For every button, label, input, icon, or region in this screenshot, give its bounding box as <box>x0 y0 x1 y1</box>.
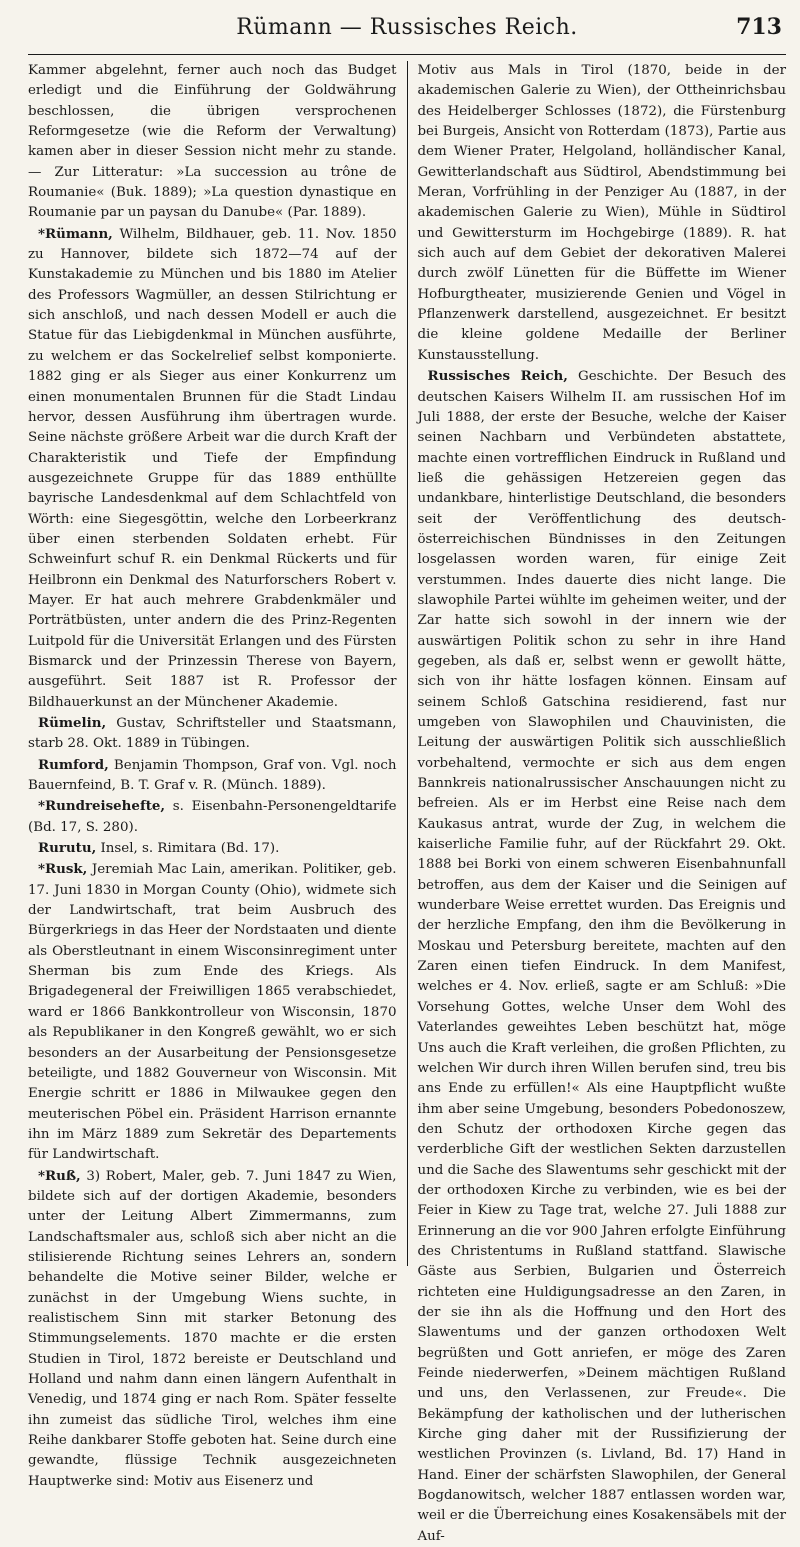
lexicon-entry <box>28 838 397 859</box>
lexicon-entry <box>28 796 397 838</box>
entry-text: Gustav, Schriftsteller und Staatsmann, starb 28. Okt. 1889 in Tübingen. <box>28 716 397 752</box>
entry-headword: *Rusk, <box>38 861 88 878</box>
entry-headword: Russisches Reich, <box>427 368 568 385</box>
continued-text <box>28 61 397 224</box>
right-column <box>417 61 786 1544</box>
entry-text: Wilhelm, Bildhauer, geb. 11. Nov. 1850 zu Hannover, bildete sich 1872—74 auf der Kunstakademie zu München und bis 1880 im Atelier des Professors Wagmüller, an dessen Stilrichtung er sich anschloß, und nach dessen Modell er auch die Statue für das Liebigdenkmal in München ausführte, zu welchem er das Sockelrelief selbst komponierte. 1882 ging er als Sieger aus einer Konkurrenz um einen monumentalen Brunnen für die Stadt Lindau hervor, dessen Ausführung ihm übertragen wurde. Seine nächste größere Arbeit war die durch Kraft der Charakteristik und Tiefe der Empfindung ausgezeichnete Gruppe für das 1889 enthüllte bayrische Landesdenkmal auf dem Schlachtfeld von Wörth: eine Siegesgöttin, welche den Lorbeerkranz über einen sterbenden Soldaten erhebt. Für Schweinfurt schuf R. ein Denkmal Rückerts und für Heilbronn ein Denkmal des Naturforschers Robert v. Mayer. Er hat auch mehrere Grabdenkmäler und Porträtbüsten, unter andern die des Prinz-Regenten Luitpold für die Universität Erlangen und des Fürsten Bismarck und der Prinzessin Therese von Bayern, ausgeführt. Seit 1887 ist R. Professor der Bildhauerkunst an der Münchener Akademie. <box>28 226 397 710</box>
entry-text: 3) Robert, Maler, geb. 7. Juni 1847 zu Wien, bildete sich auf der dortigen Akademie, besonders unter der Leitung Albert Zimmermanns, zum Landschaftsmaler aus, schloß sich aber nicht an die stilisierende Richtung seines Lehrers an, sondern behandelte die Motive seiner Bilder, welche er zunächst in der Umgebung Wiens suchte, in realistischem Sinn mit starker Betonung des Stimmungselements. 1870 machte er die ersten Studien in Tirol, 1872 bereiste er Deutschland und Holland und nahm dann einen längern Aufenthalt in Venedig, und 1874 ging er nach Rom. Später fesselte ihn zumeist das südliche Tirol, welches ihm eine Reihe dankbarer Stoffe geboten hat. Seine durch eine gewandte, flüssige Technik ausgezeichneten Hauptwerke sind: Motiv aus Eisenerz und <box>28 1168 397 1489</box>
page-number: 713 <box>736 14 782 40</box>
entry-headword: *Rundreisehefte, <box>38 798 166 815</box>
lexicon-entry <box>28 713 397 755</box>
entry-headword: *Rümann, <box>38 225 113 242</box>
page-header <box>28 0 786 55</box>
column-divider <box>407 61 408 1266</box>
entry-text: Insel, s. Rimitara (Bd. 17). <box>96 841 280 857</box>
entry-text: Jeremiah Mac Lain, amerikan. Politiker, geb. 17. Juni 1830 in Morgan County (Ohio), widmete sich der Landwirtschaft, trat beim Ausbruch des Bürgerkriegs in das Heer der Nordstaaten und diente als Oberstleutnant in einem Wisconsinregiment unter Sherman bis zum Ende des Kriegs. Als Brigadegeneral der Freiwilligen 1865 verabschiedet, ward er 1866 Bankkontrolleur von Wisconsin, 1870 als Republikaner in den Kongreß gewählt, wo er sich besonders an der Ausarbeitung der Pensionsgesetze beteiligte, und 1882 Gouverneur von Wisconsin. Mit Energie schritt er 1886 in Milwaukee gegen den meuterischen Pöbel ein. Präsident Harrison ernannte ihn im März 1889 zum Sekretär des Departements für Landwirtschaft. <box>28 862 397 1163</box>
left-column <box>28 61 397 1489</box>
entry-headword: Rumford, <box>38 756 109 773</box>
entry-text: Motiv aus Mals in Tirol (1870, beide in der akademischen Galerie zu Wien), der Ottheinrichsbau des Heidelberger Schlosses (1872), die Fürstenburg bei Burgeis, Ansicht von Rotterdam (1873), Partie aus dem Wiener Prater, Helgoland, holländischer Kanal, Gewitterlandschaft aus Südtirol, Abendstimmung bei Meran, Vorfrühling in der Penziger Au (1887, in der akademischen Galerie zu Wien), Mühle in Südtirol und Gewittersturm im Hochgebirge (1889). R. hat sich auch auf dem Gebiet der dekorativen Malerei durch zwölf Lünetten für die Büffette im Wiener Hofburgtheater, musizierende Genien und Vögel in Pflanzenwerk darstellend, ausgezeichnet. Er besitzt die kleine goldene Medaille der Berliner Kunstausstellung. <box>417 63 786 363</box>
lexicon-entry <box>28 755 397 797</box>
continued-text <box>417 61 786 366</box>
entry-text: s. Eisenbahn-Personengeldtarife (Bd. 17, S. 280). <box>28 799 397 835</box>
text-columns <box>28 61 786 1544</box>
entry-headword: *Ruß, <box>38 1167 81 1184</box>
entry-headword: Rurutu, <box>38 840 97 857</box>
lexicon-entry <box>28 1166 397 1493</box>
lexicon-entry <box>417 366 786 1547</box>
lexicon-entry <box>28 859 397 1165</box>
entry-text: Geschichte. Der Besuch des deutschen Kaisers Wilhelm II. am russischen Hof im Juli 1888, der erste der Besuche, welche der Kaiser seinen Nachbarn und Verbündeten abstattete, machte einen vortrefflichen Eindruck in Rußland und ließ die gehässigen Hetzereien gegen das undankbare, hinterlistige Deutschland, die besonders seit der Veröffentlichung des deutsch-österreichischen Bündnisses in den Zeitungen losgelassen worden waren, für einige Zeit verstummen. Indes dauerte dies nicht lange. Die slawophile Partei wühlte im geheimen weiter, und der Zar hatte sich sowohl in der innern wie der auswärtigen Politik schon zu sehr in ihre Hand gegeben, als daß er, selbst wenn er gewollt hätte, sich von ihr hätte losfagen können. Einsam auf seinem Schloß Gatschina residierend, fast nur umgeben von Slawophilen und Chauvinisten, die Leitung der auswärtigen Politik sich ausschließlich vorbehaltend, vermochte er sich aus dem engen Bannkreis nationalrussischer Anschauungen nicht zu befreien. Als er im Herbst eine Reise nach dem Kaukasus antrat, wurde der Zug, in welchem die kaiserliche Familie fuhr, auf der Rückfahrt 29. Okt. 1888 bei Borki von einem schweren Eisenbahnunfall betroffen, aus dem der Kaiser und die Seinigen auf wunderbare Weise errettet wurden. Das Ereignis und der herzliche Empfang, den ihm die Bevölkerung in Moskau und Petersburg bereitete, machten auf den Zaren einen tiefen Eindruck. In dem Manifest, welches er 4. Nov. erließ, sagte er am Schluß: »Die Vorsehung Gottes, welche Unser dem Wohl des Vaterlandes geweihtes Leben beschützt hat, möge Uns auch die Kraft verleihen, die großen Pflichten, zu welchen Wir durch ihren Willen berufen sind, treu bis ans Ende zu erfüllen!« Als eine Hauptpflicht wußte ihm aber seine Umgebung, besonders Pobedonoszew, den Schutz der orthodoxen Kirche gegen das verderbliche Gift der westlichen Sekten darzustellen und die Sache des Slawentums sehr geschickt mit der der orthodoxen Kirche zu verbinden, wie es bei der Feier in Kiew zu Tage trat, welche 27. Juli 1888 zur Erinnerung an die vor 900 Jahren erfolgte Einführung des Christentums in Rußland stattfand. Slawische Gäste aus Serbien, Bulgarien und Österreich richteten eine Huldigungsadresse an den Zaren, in der sie ihn als die Hoffnung und den Hort des Slawentums und der ganzen orthodoxen Welt begrüßten und Gott anriefen, er möge des Zaren Feinde niederwerfen, »Deinem mächtigen Rußland und uns, den Verlassenen, zur Freude«. Die Bekämpfung der katholischen und der lutherischen Kirche ging daher mit der Russifizierung der westlichen Provinzen (s. Livland, Bd. 17) Hand in Hand. Einer der schärfsten Slawophilen, der General Bogdanowitsch, welcher 1887 entlassen worden war, weil er die Überreichung eines Kosakensäbels mit der Auf- <box>417 369 786 1544</box>
lexicon-entry <box>28 224 397 713</box>
entry-text: Benjamin Thompson, Graf von. Vgl. noch Bauernfeind, B. T. Graf v. R. (Münch. 1889). <box>28 757 397 794</box>
running-head: Rümann — Russisches Reich. <box>236 14 578 40</box>
entry-headword: Rümelin, <box>38 715 107 731</box>
entry-text: Kammer abgelehnt, ferner auch noch das Budget erledigt und die Einführung der Goldwährung beschlossen, die übrigen versprochenen Reformgesetze (wie die Reform der Verwaltung) kamen aber in dieser Session nicht mehr zu stande. — Zur Litteratur: »La succession au trône de Roumanie« (Buk. 1889); »La question dynastique en Roumanie par un paysan du Danube« (Par. 1889). <box>28 63 397 221</box>
